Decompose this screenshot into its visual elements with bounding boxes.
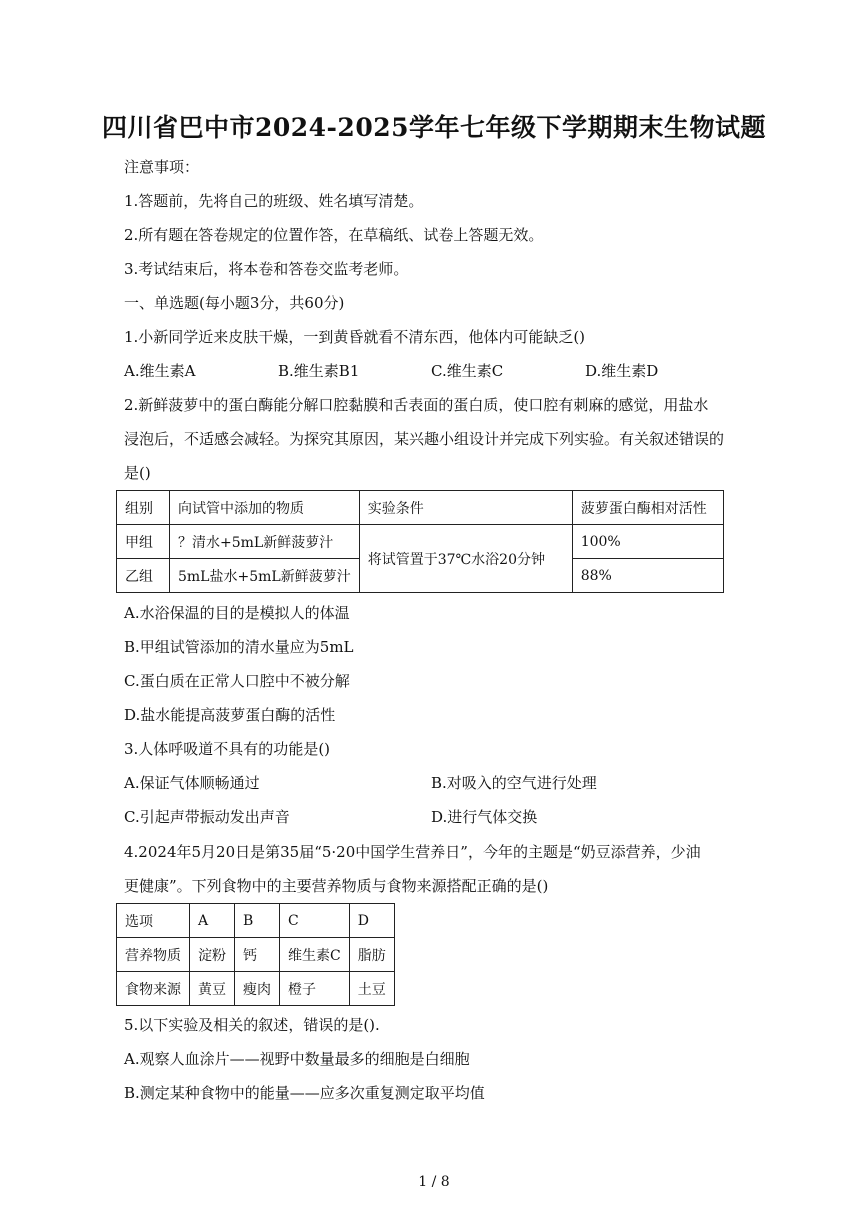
table-cell: 甲组 xyxy=(117,525,170,559)
table-cell: D xyxy=(349,904,394,938)
table-cell: 选项 xyxy=(117,904,190,938)
table-cell: C xyxy=(280,904,350,938)
q5-option-b: B.测定某种食物中的能量——应多次重复测定取平均值 xyxy=(124,1084,485,1102)
table-cell: A xyxy=(190,904,235,938)
question-2-stem: 浸泡后，不适感会减轻。为探究其原因，某兴趣小组设计并完成下列实验。有关叙述错误的 xyxy=(124,430,725,448)
table-header-row xyxy=(117,491,724,525)
table-row xyxy=(117,904,395,938)
question-5-stem: 5.以下实验及相关的叙述，错误的是(). xyxy=(124,1016,380,1034)
q3-option-b: B.对吸入的空气进行处理 xyxy=(431,774,597,792)
table-header-cell: 向试管中添加的物质 xyxy=(170,491,360,525)
q5-option-a: A.观察人血涂片——视野中数量最多的细胞是白细胞 xyxy=(124,1050,470,1068)
nutrition-table xyxy=(116,903,395,1006)
q3-option-d: D.进行气体交换 xyxy=(431,808,538,826)
question-2-stem: 是() xyxy=(124,464,151,482)
table-row xyxy=(117,938,395,972)
q2-option-d: D.盐水能提高菠萝蛋白酶的活性 xyxy=(124,706,336,724)
question-1-stem: 1.小新同学近来皮肤干燥，一到黄昏就看不清东西，他体内可能缺乏() xyxy=(124,328,586,346)
q1-option-a: A.维生素A xyxy=(124,362,196,380)
table-cell-condition: 将试管置于37℃水浴20分钟 xyxy=(359,525,572,593)
note-item: 1.答题前，先将自己的班级、姓名填写清楚。 xyxy=(124,192,424,210)
section-heading: 一、单选题(每小题3分，共60分) xyxy=(124,294,345,312)
q2-option-a: A.水浴保温的目的是模拟人的体温 xyxy=(124,604,350,622)
table-cell: 钙 xyxy=(235,938,280,972)
question-4-stem: 更健康”。下列食物中的主要营养物质与食物来源搭配正确的是() xyxy=(124,877,549,895)
table-cell: 脂肪 xyxy=(349,938,394,972)
table-cell: B xyxy=(235,904,280,938)
page-number: 1 / 8 xyxy=(418,1174,450,1190)
table-header-cell: 实验条件 xyxy=(359,491,572,525)
table-cell: 100% xyxy=(572,525,723,559)
q1-option-b: B.维生素B1 xyxy=(278,362,360,380)
table-header-cell: 组别 xyxy=(117,491,170,525)
table-row xyxy=(117,525,724,559)
notes-heading: 注意事项： xyxy=(124,158,200,176)
page-title: 四川省巴中市2024-2025学年七年级下学期期末生物试题 xyxy=(101,113,767,142)
q1-option-d: D.维生素D xyxy=(585,362,659,380)
table-cell: 维生素C xyxy=(280,938,350,972)
table-cell: 黄豆 xyxy=(190,972,235,1006)
question-3-stem: 3.人体呼吸道不具有的功能是() xyxy=(124,740,331,758)
table-cell: 88% xyxy=(572,559,723,593)
table-cell: 食物来源 xyxy=(117,972,190,1006)
table-cell: 瘦肉 xyxy=(235,972,280,1006)
q1-option-c: C.维生素C xyxy=(431,362,504,380)
table-cell: 淀粉 xyxy=(190,938,235,972)
table-cell: 5mL盐水+5mL新鲜菠萝汁 xyxy=(170,559,360,593)
q3-option-a: A.保证气体顺畅通过 xyxy=(124,774,260,792)
experiment-table xyxy=(116,490,724,593)
table-header-cell: 菠萝蛋白酶相对活性 xyxy=(572,491,723,525)
question-2-stem: 2.新鲜菠萝中的蛋白酶能分解口腔黏膜和舌表面的蛋白质，使口腔有刺麻的感觉，用盐水 xyxy=(124,396,709,414)
q2-option-b: B.甲组试管添加的清水量应为5mL xyxy=(124,638,354,656)
note-item: 3.考试结束后，将本卷和答卷交监考老师。 xyxy=(124,260,409,278)
table-cell: ？清水+5mL新鲜菠萝汁 xyxy=(170,525,360,559)
table-cell: 橙子 xyxy=(280,972,350,1006)
question-4-stem: 4.2024年5月20日是第35届“5·20中国学生营养日”，今年的主题是“奶豆添营养，少油 xyxy=(124,843,701,861)
table-cell: 营养物质 xyxy=(117,938,190,972)
q3-option-c: C.引起声带振动发出声音 xyxy=(124,808,290,826)
table-row xyxy=(117,972,395,1006)
table-cell: 乙组 xyxy=(117,559,170,593)
note-item: 2.所有题在答卷规定的位置作答，在草稿纸、试卷上答题无效。 xyxy=(124,226,544,244)
table-cell: 土豆 xyxy=(349,972,394,1006)
q2-option-c: C.蛋白质在正常人口腔中不被分解 xyxy=(124,672,350,690)
